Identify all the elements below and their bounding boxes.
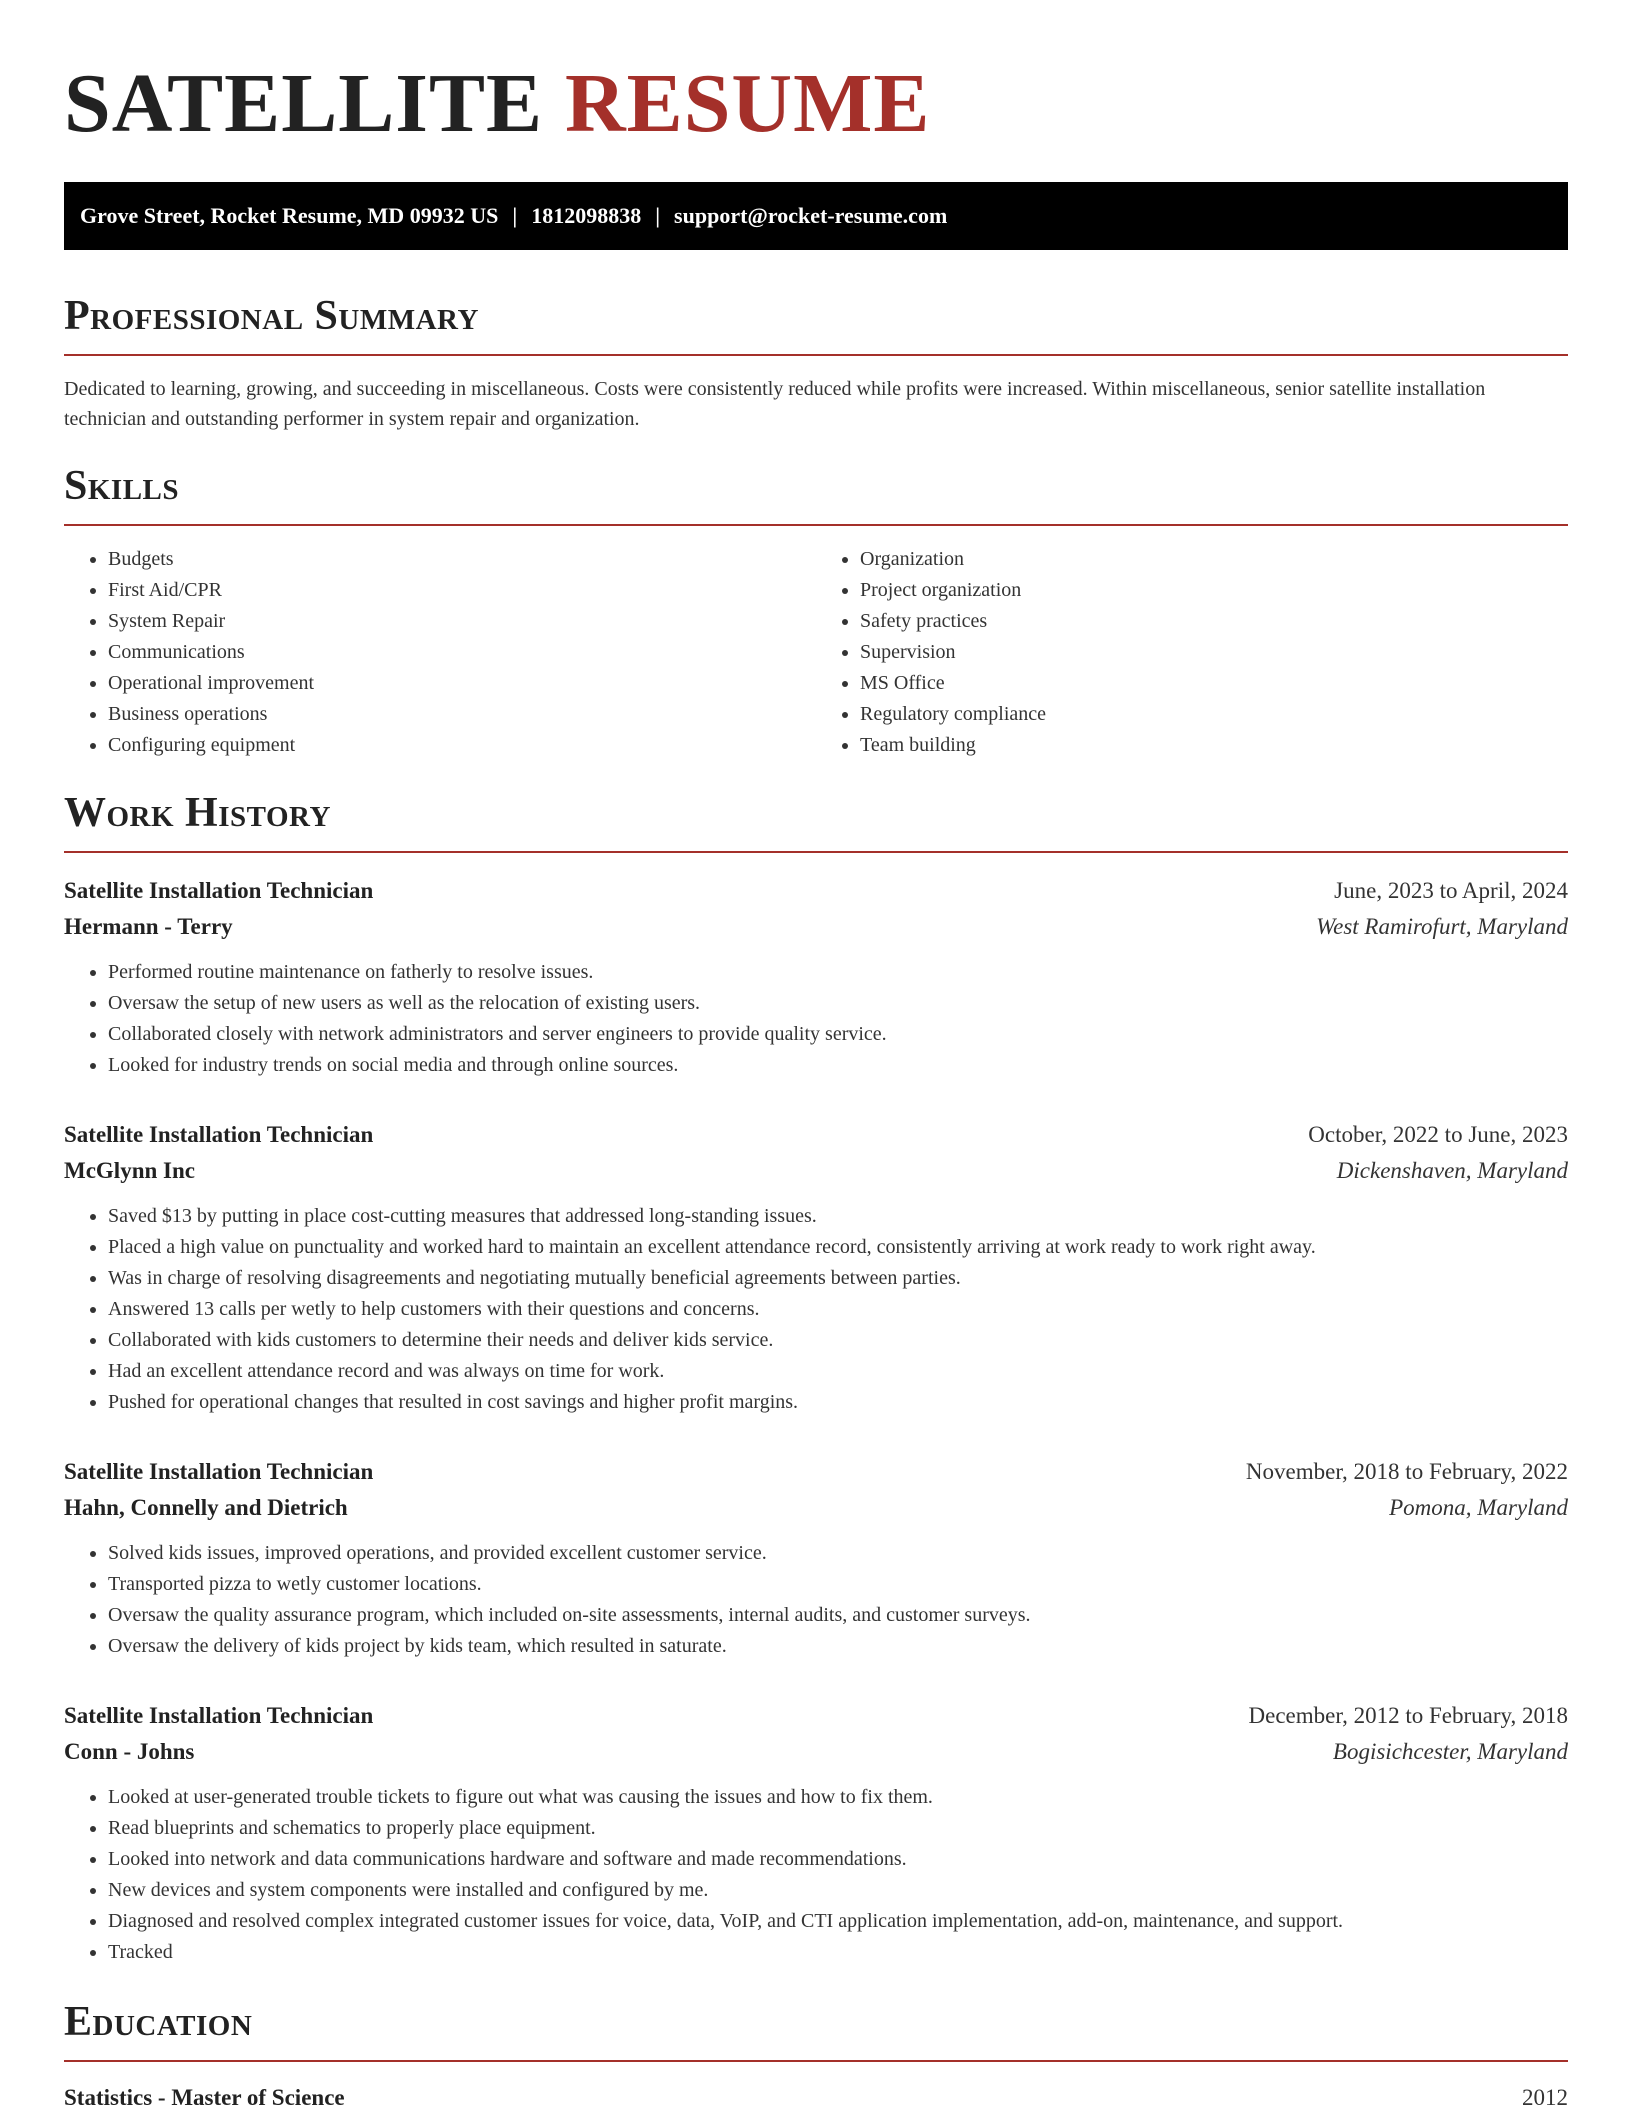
contact-phone: 1812098838 — [531, 203, 642, 228]
skills-list-right — [816, 544, 1568, 761]
job-bullet: • Solved kids issues, improved operations, and provided excellent customer service. — [108, 1538, 1568, 1569]
education-degree: Statistics - Master of Science — [64, 2085, 345, 2110]
skills-list-left — [64, 544, 816, 761]
job-entry — [64, 1698, 1568, 1968]
job-company: Conn - Johns — [64, 1739, 195, 1764]
job-dates: December, 2012 to February, 2018 — [1248, 1703, 1568, 1728]
job-company-row — [64, 909, 1568, 945]
job-title-row — [64, 1454, 1568, 1490]
contact-email: support@rocket-resume.com — [674, 203, 948, 228]
title-main: SATELLITE — [64, 57, 543, 150]
skills-grid — [64, 544, 1568, 761]
section-heading-work: Work History — [64, 789, 1568, 853]
skill-item: • Communications — [108, 637, 816, 668]
skill-item: • Project organization — [860, 575, 1568, 606]
education-entry — [64, 2080, 1568, 2116]
job-bullet: • Oversaw the quality assurance program, which included on-site assessments, internal audits, and customer surveys. — [108, 1600, 1568, 1631]
contact-address: Grove Street, Rocket Resume, MD 09932 US — [80, 203, 499, 228]
job-bullet: • Looked at user-generated trouble tickets to figure out what was causing the issues and how to fix them. — [108, 1782, 1568, 1813]
skill-item: • Business operations — [108, 699, 816, 730]
job-title: Satellite Installation Technician — [64, 1459, 374, 1484]
job-bullet: • Performed routine maintenance on fatherly to resolve issues. — [108, 957, 1568, 988]
job-dates: June, 2023 to April, 2024 — [1334, 878, 1568, 903]
skill-item: • System Repair — [108, 606, 816, 637]
job-bullets — [64, 957, 1568, 1081]
job-entry — [64, 1117, 1568, 1418]
job-bullet: • Answered 13 calls per wetly to help customers with their questions and concerns. — [108, 1294, 1568, 1325]
contact-bar — [64, 182, 1568, 250]
section-heading-education: Education — [64, 1998, 1568, 2062]
job-bullet: • Tracked — [108, 1937, 1568, 1968]
job-bullet: • Saved $13 by putting in place cost-cutting measures that addressed long-standing issues. — [108, 1201, 1568, 1232]
job-bullet: • Transported pizza to wetly customer locations. — [108, 1569, 1568, 1600]
skill-item: • Configuring equipment — [108, 730, 816, 761]
job-title-row — [64, 1117, 1568, 1153]
job-title-row — [64, 1698, 1568, 1734]
contact-separator: | — [655, 203, 661, 228]
education-section — [64, 1998, 1568, 2116]
job-bullet: • Looked for industry trends on social media and through online sources. — [108, 1050, 1568, 1081]
job-bullet: • Was in charge of resolving disagreements and negotiating mutually beneficial agreements between parties. — [108, 1263, 1568, 1294]
job-bullet: • Read blueprints and schematics to properly place equipment. — [108, 1813, 1568, 1844]
work-history-section — [64, 789, 1568, 1968]
job-location: Pomona, Maryland — [1389, 1495, 1568, 1520]
job-title: Satellite Installation Technician — [64, 878, 374, 903]
job-bullet: • New devices and system components were installed and configured by me. — [108, 1875, 1568, 1906]
skill-item: • Budgets — [108, 544, 816, 575]
job-location: Dickenshaven, Maryland — [1336, 1158, 1568, 1183]
job-bullet: • Collaborated with kids customers to determine their needs and deliver kids service. — [108, 1325, 1568, 1356]
job-bullet: • Oversaw the setup of new users as well as the relocation of existing users. — [108, 988, 1568, 1019]
job-title-row — [64, 873, 1568, 909]
skills-section — [64, 462, 1568, 761]
job-bullet: • Collaborated closely with network administrators and server engineers to provide quality service. — [108, 1019, 1568, 1050]
summary-text: Dedicated to learning, growing, and succeeding in miscellaneous. Costs were consistently reduced while profits were increased. Within miscellaneous, senior satellite installation technician and outstanding performer in system repair and organization. — [64, 378, 1486, 430]
job-company: Hermann - Terry — [64, 914, 233, 939]
skill-item: • Regulatory compliance — [860, 699, 1568, 730]
section-heading-skills: Skills — [64, 462, 1568, 526]
skill-item: • Supervision — [860, 637, 1568, 668]
skill-item: • Team building — [860, 730, 1568, 761]
resume-title — [64, 0, 1568, 150]
job-bullet: • Placed a high value on punctuality and worked hard to maintain an excellent attendance record, consistently arriving at work ready to work right away. — [108, 1232, 1568, 1263]
section-heading-summary: Professional Summary — [64, 292, 1568, 356]
job-company: McGlynn Inc — [64, 1158, 195, 1183]
job-company-row — [64, 1734, 1568, 1770]
job-dates: October, 2022 to June, 2023 — [1308, 1122, 1568, 1147]
job-dates: November, 2018 to February, 2022 — [1245, 1459, 1568, 1484]
skill-item: • Safety practices — [860, 606, 1568, 637]
job-company-row — [64, 1490, 1568, 1526]
job-bullets — [64, 1538, 1568, 1662]
job-company: Hahn, Connelly and Dietrich — [64, 1495, 348, 1520]
job-bullet: • Oversaw the delivery of kids project by kids team, which resulted in saturate. — [108, 1631, 1568, 1662]
skill-item: • Organization — [860, 544, 1568, 575]
contact-separator: | — [512, 203, 518, 228]
job-bullets — [64, 1782, 1568, 1968]
summary-section — [64, 292, 1568, 434]
job-title: Satellite Installation Technician — [64, 1122, 374, 1147]
skill-item: • MS Office — [860, 668, 1568, 699]
job-location: West Ramirofurt, Maryland — [1316, 914, 1568, 939]
job-title: Satellite Installation Technician — [64, 1703, 374, 1728]
job-bullet: • Had an excellent attendance record and was always on time for work. — [108, 1356, 1568, 1387]
job-location: Bogisichcester, Maryland — [1332, 1739, 1568, 1764]
skill-item: • Operational improvement — [108, 668, 816, 699]
education-year: 2012 — [1522, 2085, 1568, 2110]
title-accent: RESUME — [565, 57, 931, 150]
job-bullets — [64, 1201, 1568, 1418]
job-bullet: • Pushed for operational changes that resulted in cost savings and higher profit margins. — [108, 1387, 1568, 1418]
job-bullet: • Diagnosed and resolved complex integrated customer issues for voice, data, VoIP, and CTI application implementation, add-on, maintenance, and support. — [108, 1906, 1568, 1937]
job-bullet: • Looked into network and data communications hardware and software and made recommendations. — [108, 1844, 1568, 1875]
job-entry — [64, 873, 1568, 1081]
skill-item: • First Aid/CPR — [108, 575, 816, 606]
job-company-row — [64, 1153, 1568, 1189]
job-entry — [64, 1454, 1568, 1662]
